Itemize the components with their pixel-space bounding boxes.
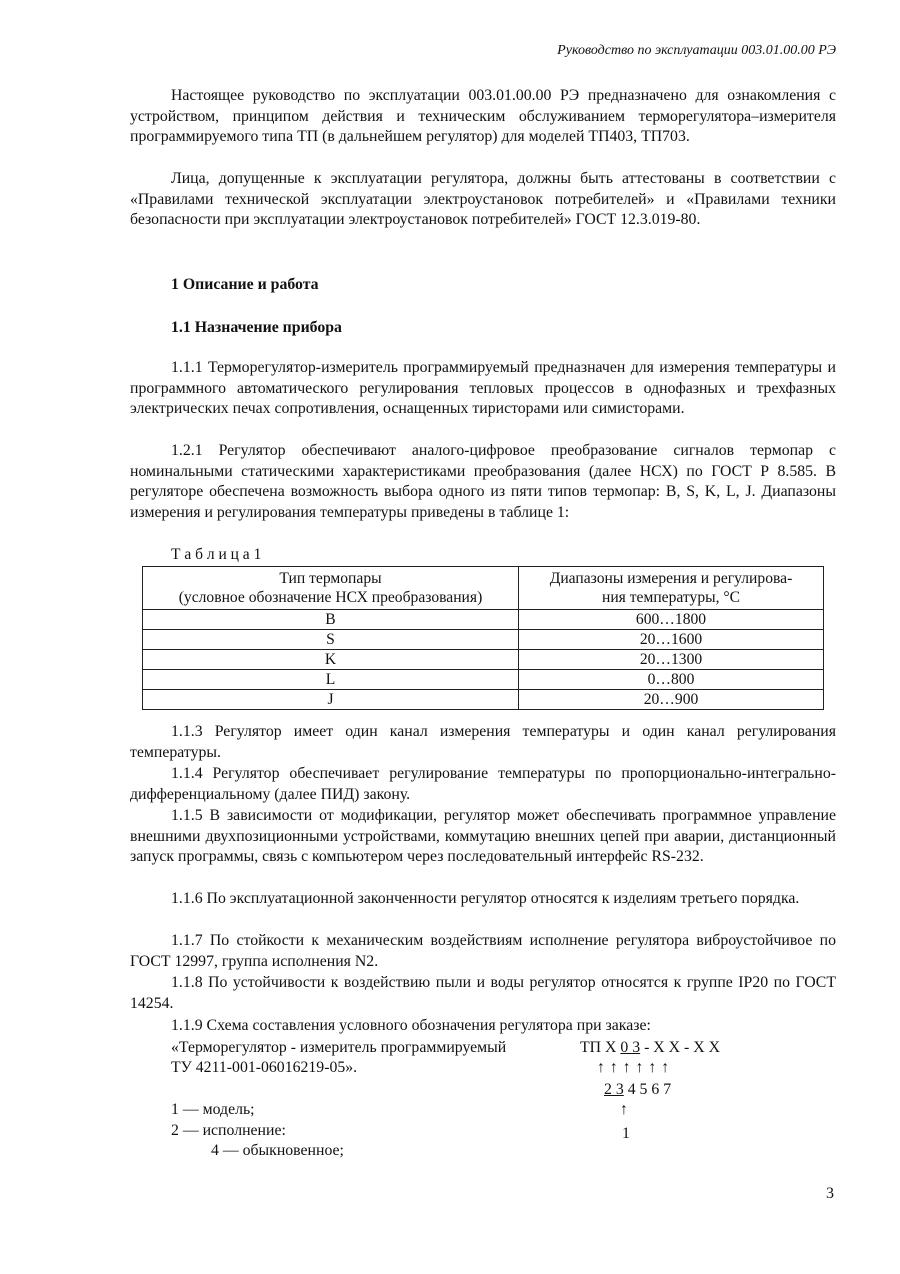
running-header: Руководство по эксплуатации 003.01.00.00 РЭ <box>557 43 836 58</box>
table-cell-type: B <box>143 610 519 630</box>
paragraph-1-1-5: 1.1.5 В зависимости от модификации, регулятор может обеспечивать программное управление внешними двухпозиционными устройствами, коммутацию внешних цепей при аварии, дистанционный запуск программы, связь с компьютером через последовательный интерфейс RS-232. <box>130 807 836 865</box>
table-cell-type: L <box>143 670 519 690</box>
paragraph-1-1-6: 1.1.6 По эксплуатационной законченности регулятор относятся к изделиям третьего порядка. <box>171 890 800 907</box>
table-row <box>143 630 824 650</box>
legend-item-ordinary: 4 — обыкновенное; <box>211 1142 344 1159</box>
table-header-row <box>143 567 824 610</box>
table-cell-range: 0…800 <box>519 670 824 690</box>
page-number: 3 <box>826 1185 834 1202</box>
table-row <box>143 690 824 710</box>
paragraph-1-2-1: 1.2.1 Регулятор обеспечивают аналого-цифровое преобразование сигналов термопар с номинальными статическими характеристиками преобразования (далее НСХ) по ГОСТ Р 8.585. В регуляторе обеспечена возможность выбора одного из пяти типов термопар: B, S, K, L, J. Диапазоны измерения и регулирования температуры приведены в таблице 1: <box>130 442 836 521</box>
table-header-range: Диапазоны измерения и регулирова- ния температуры, °С <box>519 567 824 610</box>
section-heading-1: 1 Описание и работа <box>171 276 319 293</box>
table-row <box>143 610 824 630</box>
order-code-arrow-1: ↑ <box>620 1101 628 1118</box>
section-heading-1-1: 1.1 Назначение прибора <box>171 319 342 336</box>
table-caption: Т а б л и ц а 1 <box>171 546 262 563</box>
order-code-arrows: ↑ ↑ ↑ ↑ ↑ ↑ <box>597 1059 670 1076</box>
order-code-position-1: 1 <box>622 1125 630 1142</box>
paragraph-1-1-1: 1.1.1 Терморегулятор-измеритель программируемый предназначен для измерения температуры и программного автоматического регулирования тепловых процессов в однофазных и трехфазных электрических печах сопротивления, оснащенных тиристорами или симисторами. <box>130 359 836 417</box>
legend-item-version: 2 — исполнение: <box>171 1122 286 1139</box>
thermocouple-table <box>142 566 824 710</box>
legend-item-model: 1 — модель; <box>171 1101 255 1118</box>
paragraph-1-1-4: 1.1.4 Регулятор обеспечивает регулирование температуры по пропорционально-интегрально-дифференциальному (далее ПИД) закону. <box>130 765 836 803</box>
paragraph-1-1-3: 1.1.3 Регулятор имеет один канал измерения температуры и один канал регулирования температуры. <box>130 723 836 761</box>
paragraph-1-1-7: 1.1.7 По стойкости к механическим воздействиям исполнение регулятора виброустойчивое по ГОСТ 12997, группа исполнения N2. <box>130 932 836 970</box>
table-cell-type: K <box>143 650 519 670</box>
order-example-line-2: ТУ 4211-001-06016219-05». <box>171 1059 358 1076</box>
paragraph-1-1-9: 1.1.9 Схема составления условного обозначения регулятора при заказе: <box>171 1017 651 1034</box>
table-cell-range: 20…1600 <box>519 630 824 650</box>
order-code: ТП Х 0 3 - Х Х - Х Х <box>580 1039 720 1056</box>
order-code-positions: 2 3 4 5 6 7 <box>604 1081 672 1098</box>
intro-paragraph-1: Настоящее руководство по эксплуатации 003.01.00.00 РЭ предназначено для ознакомления с устройством, принципом действия и техническим обслуживанием терморегулятора–измерителя программируемого типа ТП (в дальнейшем регулятор) для моделей ТП403, ТП703. <box>130 87 836 145</box>
table-header-type: Тип термопары (условное обозначение НСХ преобразования) <box>143 567 519 610</box>
paragraph-1-1-8: 1.1.8 По устойчивости к воздействию пыли и воды регулятор относятся к группе IP20 по ГОСТ 14254. <box>130 974 836 1012</box>
intro-paragraph-2: Лица, допущенные к эксплуатации регулятора, должны быть аттестованы в соответствии с «Правилами технической эксплуатации электроустановок потребителей» и «Правилами техники безопасности при эксплуатации электроустановок потребителей» ГОСТ 12.3.019-80. <box>130 170 836 228</box>
order-example-line-1: «Терморегулятор - измеритель программируемый <box>171 1039 507 1056</box>
table-cell-type: J <box>143 690 519 710</box>
table-cell-range: 600…1800 <box>519 610 824 630</box>
table-row <box>143 670 824 690</box>
table-row <box>143 650 824 670</box>
table-cell-range: 20…900 <box>519 690 824 710</box>
table-cell-range: 20…1300 <box>519 650 824 670</box>
table-cell-type: S <box>143 630 519 650</box>
